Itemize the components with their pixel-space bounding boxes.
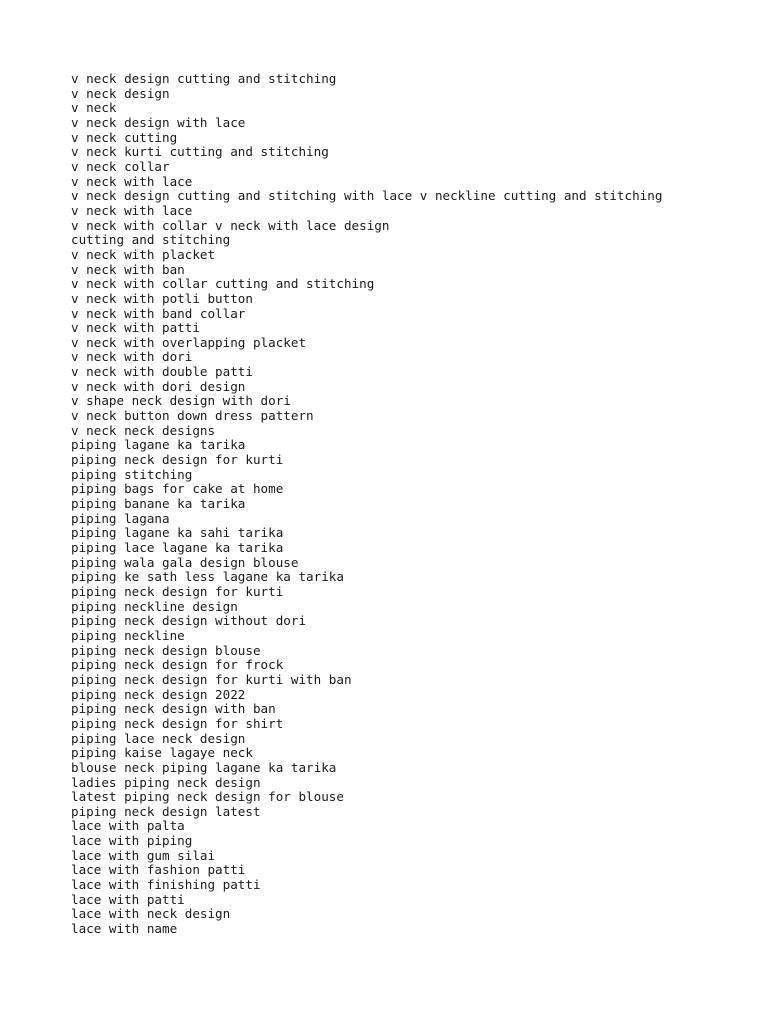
text-line: piping neck design for kurti — [71, 452, 284, 468]
text-line: v neck — [71, 100, 117, 116]
text-line: v neck with ban — [71, 261, 185, 277]
text-line: lace with finishing patti — [71, 877, 261, 893]
text-line: blouse neck piping lagane ka tarika — [71, 759, 337, 775]
text-line: piping stitching — [71, 466, 193, 482]
text-line: v shape neck design with dori — [71, 393, 291, 409]
text-line: v neck with dori design — [71, 378, 246, 394]
text-line: lace with palta — [71, 818, 185, 834]
text-line: piping neck design for shirt — [71, 715, 284, 731]
text-line: v neck with placket — [71, 246, 216, 262]
text-line: v neck button down dress pattern — [71, 408, 314, 424]
text-line: v neck with lace — [71, 202, 193, 218]
text-line: v neck kurti cutting and stitching — [71, 144, 329, 160]
text-line: piping neck design without dori — [71, 613, 307, 629]
text-line: v neck with dori — [71, 349, 193, 365]
text-line: piping lagana — [71, 510, 170, 526]
text-line: piping ke sath less lagane ka tarika — [71, 569, 344, 585]
text-line: piping neck design with ban — [71, 701, 276, 717]
text-line: lace with neck design — [71, 906, 231, 922]
text-line: cutting and stitching — [71, 232, 231, 248]
text-line: piping lagane ka sahi tarika — [71, 525, 284, 541]
text-line: piping neck design latest — [71, 803, 261, 819]
text-line: piping neck design for kurti with ban — [71, 671, 352, 687]
text-line: piping lace neck design — [71, 730, 246, 746]
text-line: piping kaise lagaye neck — [71, 745, 253, 761]
text-line: lace with gum silai — [71, 847, 216, 863]
text-line: lace with patti — [71, 891, 185, 907]
search-phrase-list — [71, 72, 662, 937]
text-line: v neck with patti — [71, 320, 200, 336]
text-line: v neck with collar v neck with lace design — [71, 217, 390, 233]
text-line: v neck neck designs — [71, 422, 216, 438]
text-line: lace with piping — [71, 833, 193, 849]
text-line: piping neck design for frock — [71, 657, 284, 673]
text-line: piping lagane ka tarika — [71, 437, 246, 453]
text-line: latest piping neck design for blouse — [71, 789, 344, 805]
text-line: v neck with band collar — [71, 305, 246, 321]
text-line: v neck with double patti — [71, 364, 253, 380]
text-line: v neck with potli button — [71, 290, 253, 306]
text-line: piping neck design 2022 — [71, 686, 246, 702]
text-line: v neck with overlapping placket — [71, 334, 307, 350]
text-line: piping neck design for kurti — [71, 583, 284, 599]
text-line: v neck collar — [71, 158, 170, 174]
text-line: ladies piping neck design — [71, 774, 261, 790]
text-line: v neck design cutting and stitching with lace v neckline cutting and stitching — [71, 188, 663, 204]
text-line: v neck with collar cutting and stitching — [71, 276, 375, 292]
text-line: piping lace lagane ka tarika — [71, 540, 284, 555]
text-line: lace with fashion patti — [71, 862, 246, 878]
text-line: piping neck design blouse — [71, 642, 261, 658]
text-line: piping neckline design — [71, 598, 238, 614]
text-line: v neck cutting — [71, 129, 178, 145]
text-line: v neck with lace — [71, 173, 193, 189]
text-line: v neck design with lace — [71, 114, 246, 130]
text-line: v neck design — [71, 85, 170, 101]
text-line: piping neckline — [71, 627, 185, 643]
text-line: v neck design cutting and stitching — [71, 71, 337, 86]
text-line: lace with name — [71, 921, 178, 937]
text-line: piping banane ka tarika — [71, 496, 246, 512]
text-line: piping bags for cake at home — [71, 481, 284, 497]
text-line: piping wala gala design blouse — [71, 554, 299, 570]
